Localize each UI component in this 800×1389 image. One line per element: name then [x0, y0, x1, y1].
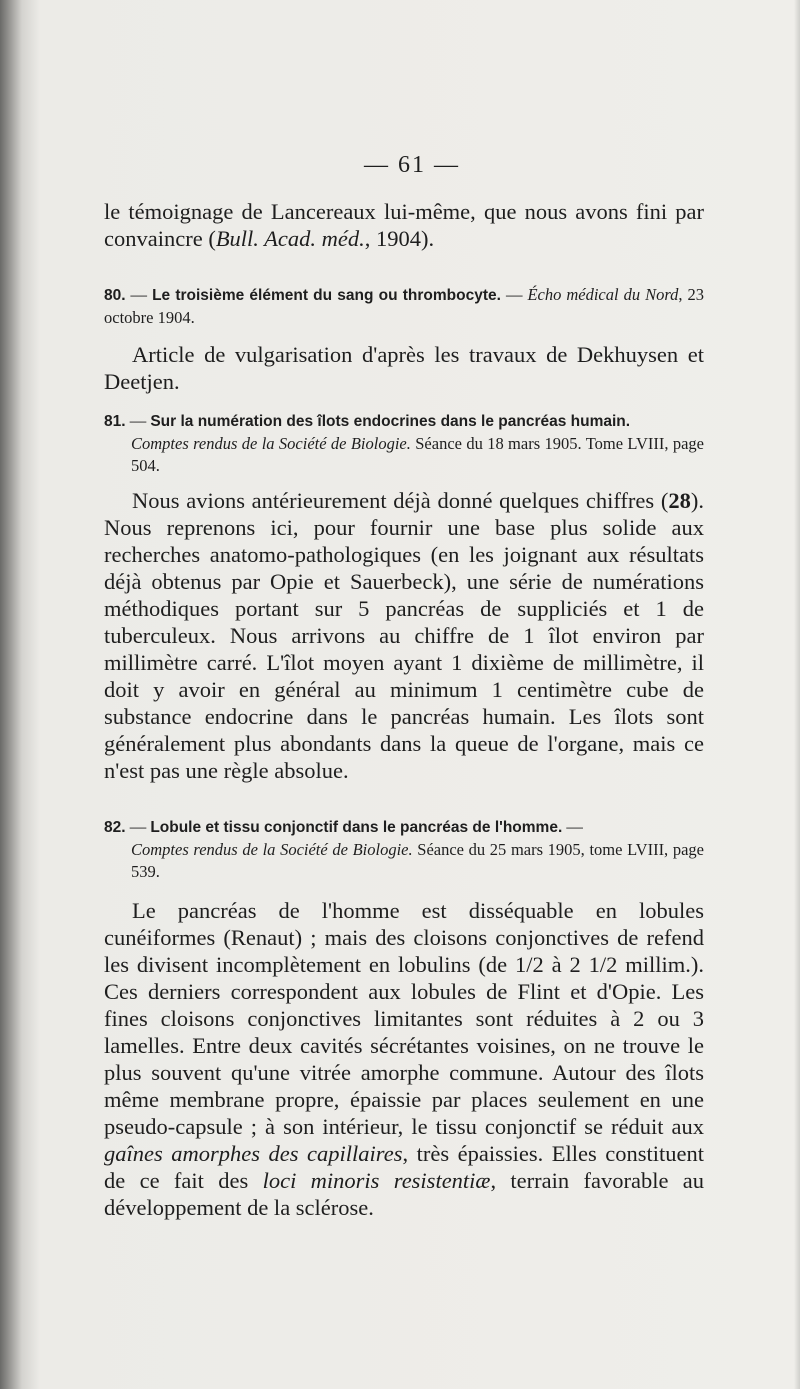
ref81-journal: Comptes rendus de la Société de Biologie. [131, 434, 411, 453]
reference-82 [104, 816, 704, 1221]
ref82-title: Lobule et tissu conjonctif dans le pancréas de l'homme. [150, 819, 563, 836]
ref81-body-bold: 28 [668, 488, 691, 513]
ref81-body-b: ). Nous reprenons ici, pour fournir une base plus solide aux recherches anatomo-pathologiques (en les joignant aux résultats déjà obtenus par Opie et Sauerbeck), une série de numérations méthodiques portant sur 5 pancréas de suppliciés et 1 de tuberculeux. Nous arrivons au chiffre de 1 îlot environ par millimètre carré. L'îlot moyen ayant 1 dixième de millimètre, il doit y avoir en général au minimum 1 centimètre cube de substance endocrine dans le pancréas humain. Les îlots sont généralement plus abondants dans la queue de l'organe, mais ce n'est pas une règle absolue. [104, 488, 704, 783]
ref80-journal: Écho médical du Nord [527, 285, 679, 304]
intro-line1: le témoignage de Lancereaux lui-même, que nous avons fini [104, 199, 668, 224]
ref82-body-c: , terrain favorable au développement de la sclérose. [104, 1168, 705, 1220]
ref80-dash2: — [500, 285, 528, 304]
ref81-rest: Séance du 18 mars 1905. Tome LVIII, page 504. [131, 434, 704, 475]
ref82-number: 82. [104, 819, 126, 836]
ref82-body-b: , très épaissies. Elles constituent de ce fait des [104, 1141, 704, 1193]
ref82-body-ital1: gaînes amorphes des capillaires [104, 1141, 403, 1166]
ref80-dash: — [125, 285, 153, 304]
ref80-body: Article de vulgarisation d'après les travaux de Dekhuysen et Deetjen. [104, 342, 704, 394]
ref82-body-a: Le pancréas de l'homme est disséquable en lobules cunéiformes (Renaut) ; mais des cloisons conjonctives de refend les divisent incomplètement en lobulins (de 1/2 à 2 1/2 millim.). Ces derniers correspondent aux lobules de Flint et d'Opie. Les fines cloisons conjonctives limitantes sont réduites à 2 ou 3 lamelles. Entre deux cavités sécrétantes voisines, on ne trouve le plus souvent qu'une vitrée amorphe commune. Autour des îlots même membrane propre, épaissie par places seulement en une pseudo-capsule ; à son intérieur, le tissu conjonctif se réduit aux [104, 898, 704, 1139]
ref82-body-ital2: loci minoris resistentiæ [262, 1168, 491, 1193]
ref82-body [104, 897, 704, 1221]
ref82-dash: — [125, 817, 151, 836]
ref81-number: 81. [104, 413, 126, 430]
ref80-title: Le troisième élément du sang ou thrombocyte. [152, 287, 501, 304]
intro-paragraph [104, 198, 704, 252]
intro-line2a: par convaincre ( [104, 199, 705, 251]
page-number: — 61 — [364, 152, 460, 178]
ref82-rest: Séance du 25 mars 1905, tome LVIII, page 539. [131, 840, 704, 881]
ref81-body-a: Nous avions antérieurement déjà donné quelques chiffres ( [132, 488, 669, 513]
reference-81 [104, 410, 704, 784]
reference-80 [104, 284, 704, 395]
intro-line2b: , 1904). [364, 226, 435, 251]
ref81-dash: — [125, 411, 151, 430]
ref82-dash2: — [562, 817, 583, 836]
ref81-body [104, 487, 704, 784]
ref80-number: 80. [104, 287, 126, 304]
ref80-rest: , 23 octobre 1904. [104, 285, 705, 327]
intro-citation: Bull. Acad. méd. [215, 226, 365, 251]
ref82-journal: Comptes rendus de la Société de Biologie. [131, 840, 413, 859]
ref81-title: Sur la numération des îlots endocrines dans le pancréas humain. [150, 413, 631, 430]
